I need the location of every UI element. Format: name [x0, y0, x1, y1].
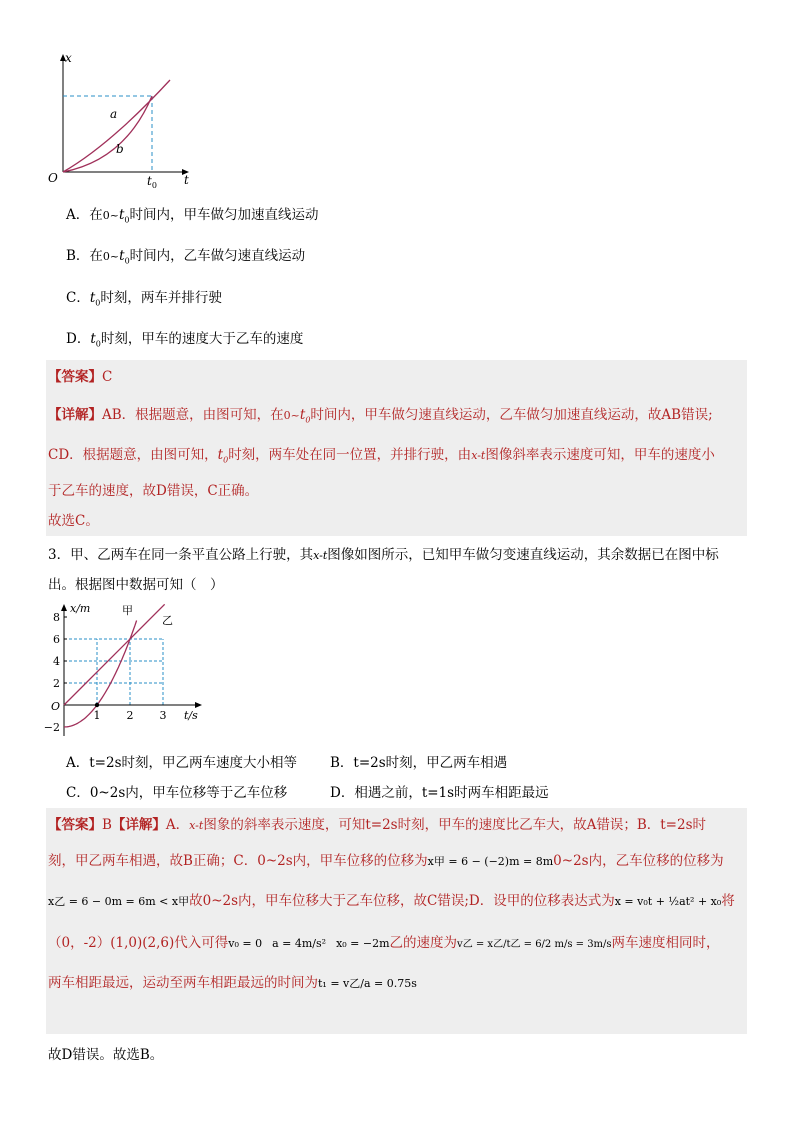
graph1-curve-b [63, 96, 152, 172]
q2-detail-2b: 时刻，两车处在同一位置，并排行驶，由 [228, 447, 472, 463]
q2-c-prefix: C． [66, 290, 90, 306]
q3-ans-3c: 将 [721, 893, 735, 909]
q3-stem-line2: 出。根据图中数据可知（ ） [48, 577, 224, 593]
graph2-axis-y-label: x/m [70, 602, 91, 615]
graph2-label-yi: 乙 [162, 614, 173, 627]
graph-1-x-t [40, 50, 200, 190]
q2-a-range: 0~ [102, 209, 119, 222]
q3-ans-2-eq: x甲 = 6 − (−2)m = 8m [427, 855, 554, 868]
q3-ans-line3 [48, 892, 735, 911]
q3-ans-1b: 图象的斜率表示速度，可知t=2s时刻，甲车的速度比乙车大，故A错误；B．t=2s时 [203, 817, 707, 833]
q3-answer-tag: 【答案】 [48, 817, 102, 833]
q2-option-c [66, 289, 222, 313]
q2-detail-1a: AB．根据题意，由图可知，在 [102, 407, 284, 423]
q2-detail-1b: 0~ [283, 409, 300, 422]
q3-ans-1a: A． [165, 817, 190, 833]
q3-ans-4-eq2: a = 4m/s² [272, 937, 327, 950]
graph2-ytick-5: −2 [43, 721, 60, 734]
graph2-ytick-3: 4 [53, 655, 60, 668]
graph1-label-a: a [110, 107, 118, 121]
graph2-xtick-3: 3 [159, 709, 167, 722]
q2-c-t0: t [89, 290, 96, 306]
graph1-t0-label: $t_0$ [147, 174, 157, 190]
q2-d-prefix: D． [66, 331, 91, 347]
q3-ans-5-eq: t₁ = v乙/a = 0.75s [318, 977, 417, 990]
q2-detail-1c: 时间内，甲车做匀速直线运动，乙车做匀加速直线运动，故AB错误; [310, 407, 713, 423]
q2-detail-line4: 故选C。 [48, 513, 99, 529]
graph2-origin: O [51, 700, 61, 713]
q3-ans-4c: 两车速度相同时， [611, 935, 720, 951]
q3-stem-xt: x-t [313, 549, 328, 562]
q2-b-t0-sub: 0 [124, 256, 130, 266]
q3-stem-1b: 图像如图所示，已知甲车做匀变速直线运动，其余数据已在图中标 [327, 547, 719, 563]
q2-answer-value: C [102, 369, 113, 385]
q3-ans-4-eq3: x₀ = −2m [336, 937, 390, 950]
graph2-label-jia: 甲 [122, 604, 133, 617]
graph2-xtick-2: 2 [126, 709, 134, 722]
q3-stem-1a: 3．甲、乙两车在同一条平直公路上行驶，其 [48, 547, 314, 563]
q3-answer-box [46, 808, 747, 1034]
q2-option-b [66, 247, 305, 271]
q3-final-line: 故D错误。故选B。 [48, 1047, 164, 1063]
q3-ans-4-eq1: v₀ = 0 [228, 937, 263, 950]
q2-detail-line3: 于乙车的速度，故D错误，C正确。 [48, 483, 259, 499]
q3-option-a: A．t=2s时刻，甲乙两车速度大小相等 [66, 755, 298, 771]
q3-detail-tag: 【详解】 [111, 817, 166, 833]
q2-a-t0-sub: 0 [124, 215, 130, 225]
q2-b-text: 时间内，乙车做匀速直线运动 [129, 248, 306, 264]
q3-ans-3b: 故0~2s内，甲车位移大于乙车位移，故C错误;D．设甲的位移表达式为 [189, 893, 615, 909]
q3-ans-3-eq: x乙 = 6 − 0m = 6m < x甲 [48, 895, 190, 908]
q2-detail-line1 [48, 406, 713, 430]
q2-a-t0: t [118, 207, 125, 223]
q3-ans-line5 [48, 974, 417, 993]
q3-answer-value: B [102, 817, 112, 833]
q3-ans-3-eq2: x = v₀t + ½at² + x₀ [614, 895, 722, 908]
q3-ans-line4 [48, 934, 720, 954]
q2-b-range: 0~ [102, 250, 120, 263]
graph1-label-b: b [116, 142, 124, 156]
q3-option-d: D．相遇之前，t=1s时两车相距最远 [330, 785, 549, 801]
q3-ans-1-xt: x-t [189, 819, 204, 832]
q3-ans-line1 [48, 816, 706, 835]
q2-detail-tag: 【详解】 [48, 407, 102, 423]
q3-ans-2a: 刻，甲乙两车相遇，故B正确；C．0~2s内，甲车位移的位移为 [48, 853, 428, 869]
graph-2-x-t [43, 600, 216, 740]
q2-c-t0-sub: 0 [95, 298, 101, 308]
graph1-axis-t-label: t [184, 173, 189, 187]
graph2-ytick-2: 6 [53, 633, 60, 646]
graph1-curve-a [63, 80, 170, 172]
q2-detail-1-t0: $t_0$ [299, 407, 311, 425]
q2-b-t0: t [119, 248, 125, 264]
q3-ans-4b: 乙的速度为 [389, 935, 458, 951]
q2-detail-2-t0: $t_0$ [217, 447, 229, 465]
q2-a-text: 时间内，甲车做匀加速直线运动 [129, 207, 319, 223]
q2-answer-line [48, 368, 112, 386]
q3-stem-line1 [48, 546, 719, 565]
q2-option-a [66, 206, 319, 230]
q3-ans-4a: （0，-2）(1,0)(2,6)代入可得 [48, 935, 229, 951]
graph2-xtick-1: 1 [93, 709, 101, 722]
graph1-origin: O [48, 171, 58, 185]
q2-d-t0: t [90, 331, 96, 347]
graph2-ytick-1: 8 [53, 611, 60, 624]
q2-detail-line2 [48, 446, 715, 470]
q2-answer-tag: 【答案】 [48, 369, 102, 385]
q3-ans-2b: 0~2s内，乙车位移的位移为 [553, 853, 724, 869]
q2-d-t0-sub: 0 [95, 339, 101, 349]
q2-detail-2a: CD．根据题意，由图可知， [48, 447, 218, 463]
graph2-axis-x-label: t/s [184, 709, 198, 722]
q3-ans-line2 [48, 852, 724, 871]
q2-d-text: 时刻，甲车的速度大于乙车的速度 [100, 331, 304, 347]
q3-option-c: C．0~2s内，甲车位移等于乙车位移 [66, 785, 288, 801]
graph1-axis-x-label: x [65, 51, 72, 65]
graph2-point-1-0 [95, 703, 99, 707]
graph2-line-yi [64, 604, 165, 705]
q3-ans-5a: 两车相距最远，运动至两车相距最远的时间为 [48, 975, 318, 991]
graph2-x-arrow [195, 702, 202, 708]
q3-option-b: B．t=2s时刻，甲乙两车相遇 [330, 755, 508, 771]
q2-option-d [66, 330, 303, 354]
graph2-ytick-4: 2 [53, 677, 60, 690]
q2-b-prefix: B．在 [66, 248, 103, 264]
q2-a-prefix: A．在 [66, 207, 103, 223]
q3-ans-4-eq4: v乙 = x乙/t乙 = 6/2 m/s = 3m/s [457, 939, 612, 950]
q2-detail-2-xt: x-t [471, 449, 486, 462]
q2-detail-2c: 图像斜率表示速度可知，甲车的速度小 [485, 447, 715, 463]
q2-c-text: 时刻，两车并排行驶 [100, 290, 222, 306]
graph2-y-arrow [61, 604, 67, 611]
